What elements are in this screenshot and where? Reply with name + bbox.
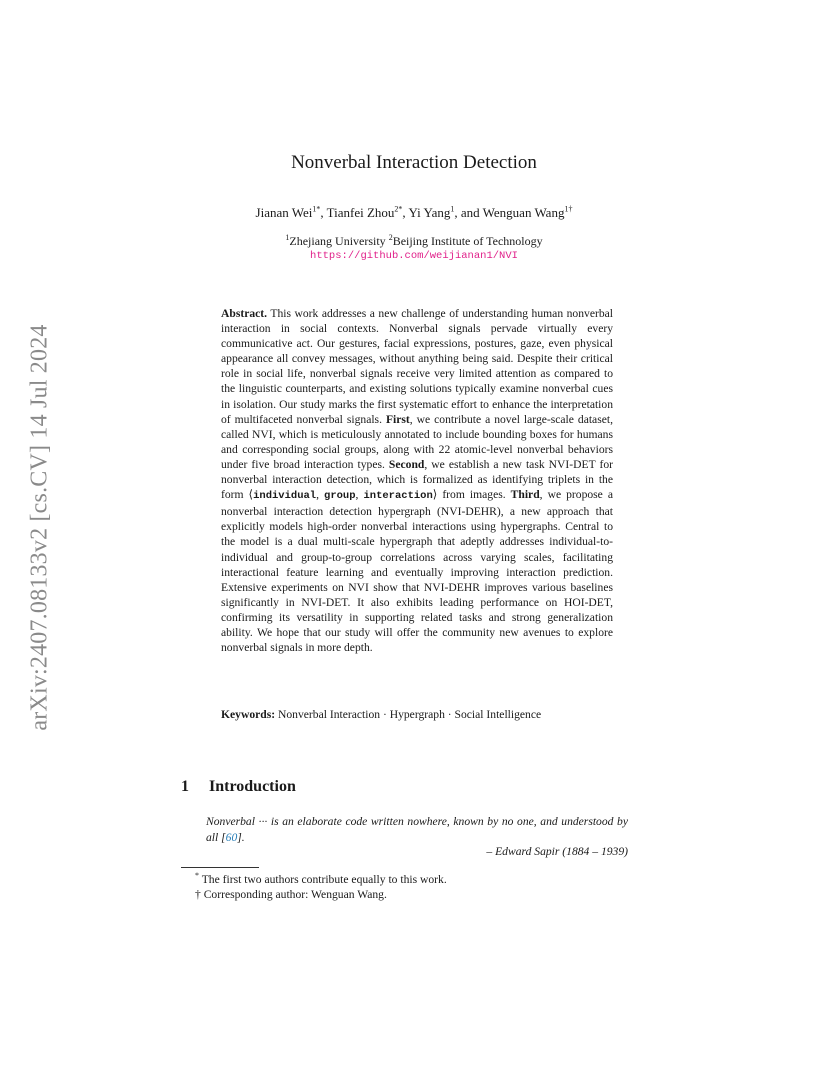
keywords-label: Keywords:	[221, 708, 276, 721]
affiliation-mark: 1	[285, 233, 290, 242]
first-label: First	[385, 412, 410, 426]
section-number: 1	[181, 778, 189, 795]
author-name: Tianfei Zhou	[326, 205, 395, 220]
footnote	[195, 887, 447, 902]
affiliation-name: Beijing Institute of Technology	[392, 234, 543, 248]
paper-title: Nonverbal Interaction Detection	[291, 152, 537, 173]
abstract-text: , we propose a nonverbal interaction detection hypergraph (NVI-DEHR), a new approach that explicitly models high-order nonverbal interactions using hypergraphs. Central to the model is a dual multi-scale hypergraph that adeptly addresses individual-to-individual and group-to-group correlations across varying scales, facilitating interactional feature learning and eventually improving interaction prediction. Extensive experiments on NVI show that NVI-DEHR improves various baselines significantly in NVI-DET. It also exhibits leading performance on HOI-DET, confirming its versatility in supporting related tasks and strong generalization ability. We hope that our study will offer the community new avenues to explore nonverbal signals in more depth.	[221, 488, 613, 655]
third-label: Third	[510, 488, 540, 502]
author-name: Wenguan Wang	[482, 205, 565, 220]
abstract-text: ⟩ from images.	[432, 488, 506, 502]
abstract-text: , we establish a new task NVI-DET for nonverbal interaction detection, which is formalized as identifying triplets in the form ⟨	[221, 457, 613, 502]
author-name: Yi Yang	[408, 205, 451, 220]
affiliations	[0, 234, 828, 249]
section-title: Introduction	[209, 778, 296, 795]
author-mark: 1	[450, 204, 455, 214]
keywords-text: Nonverbal Interaction · Hypergraph · Social Intelligence	[278, 708, 542, 721]
footnote-mark: †	[195, 888, 201, 901]
quote-text: Nonverbal ··· is an elaborate code written nowhere, known by no one, and understood by all [	[206, 815, 628, 844]
footnote-divider	[181, 867, 259, 868]
arxiv-id-text: arXiv:2407.08133v2 [cs.CV] 14 Jul 2024	[26, 323, 53, 731]
epigraph-quote	[206, 814, 628, 845]
footnotes	[195, 872, 447, 902]
author-name: Jianan Wei	[255, 205, 313, 220]
affiliation-mark: 2	[388, 233, 393, 242]
abstract-text: , we contribute a novel large-scale dataset, called NVI, which is meticulously annotated to include bounding boxes for humans and corresponding social groups, along with 22 atomic-level nonverbal behaviors under five broad interaction types.	[221, 412, 613, 471]
triplet-individual: individual	[253, 490, 317, 503]
author-mark: 1†	[564, 204, 573, 214]
triplet-interaction: interaction	[363, 490, 433, 503]
quote-text-end: ].	[237, 830, 245, 844]
arxiv-identifier-stamp	[19, 292, 61, 762]
footnote-text: The first two authors contribute equally to this work.	[201, 873, 447, 886]
footnote-text: Corresponding author: Wenguan Wang.	[203, 888, 387, 901]
footnote-mark: *	[195, 871, 199, 881]
keywords	[221, 708, 621, 721]
second-label: Second	[388, 457, 425, 471]
author-mark: 1*	[312, 204, 321, 214]
citation-link[interactable]: 60	[225, 830, 238, 844]
project-url-link[interactable]: https://github.com/weijianan1/NVI	[310, 250, 518, 262]
quote-attribution: – Edward Sapir (1884 – 1939)	[486, 845, 628, 858]
triplet-group: group	[324, 490, 356, 503]
author-list: Jianan Wei$^{1*}$, Tianfei Zhou$^{2*}$, Yi Yang$^1$, and Wenguan Wang$^{1\dagger}$	[255, 204, 573, 220]
abstract-label: Abstract.	[221, 307, 268, 320]
section-heading	[181, 778, 296, 796]
affiliation-name: Zhejiang University	[289, 234, 386, 248]
abstract: Abstract. This work addresses a new challenge of understanding human nonverbal interaction in social contexts. Nonverbal signals pervade virtually every communicative act. Our gestures, facial expressions, postures, gaze, even physical appearance all convey messages, without anything being said. Despite their critical role in social life, nonverbal signals receive very limited attention as compared to the linguistic counterparts, and existing solutions typically examine nonverbal cues in isolation. Our study marks the first systematic effort to enhance the interpretation of multifaceted nonverbal signals. First, we contribute a novel large-scale dataset, called NVI, which is meticulously annotated to include bounding boxes for humans and corresponding social groups, along with 22 atomic-level nonverbal behaviors under five broad interaction types. Second, we establish a new task NVI-DET for nonverbal interaction detection, which is formalized as identifying triplets in the form ⟨individual, group, interaction⟩ from images. Third, we propose a nonverbal interaction detection hypergraph (NVI-DEHR), a new approach that explicitly models high-order nonverbal interactions using hypergraphs. Central to the model is a dual multi-scale hypergraph that adeptly addresses individual-to-individual and group-to-group correlations across varying scales, facilitating interactional feature learning and eventually improving interaction prediction. Extensive experiments on NVI show that NVI-DEHR improves various baselines significantly in NVI-DET. It also exhibits leading performance on HOI-DET, confirming its versatility in supporting related tasks and strong generalization ability. We hope that our study will offer the community new avenues to explore nonverbal signals in more depth.	[221, 307, 613, 655]
author-mark: 2*	[394, 204, 403, 214]
footnote	[195, 872, 447, 887]
abstract-text: This work addresses a new challenge of understanding human nonverbal interaction in social contexts. Nonverbal signals pervade virtually every communicative act. Our gestures, facial expressions, postures, gaze, even physical appearance all convey messages, without anything being said. Despite their critical role in social life, nonverbal signals receive very limited attention as compared to the linguistic counterparts, and existing solutions typically examine nonverbal cues in isolation. Our study marks the first systematic effort to enhance the interpretation of multifaceted nonverbal signals.	[221, 307, 613, 426]
